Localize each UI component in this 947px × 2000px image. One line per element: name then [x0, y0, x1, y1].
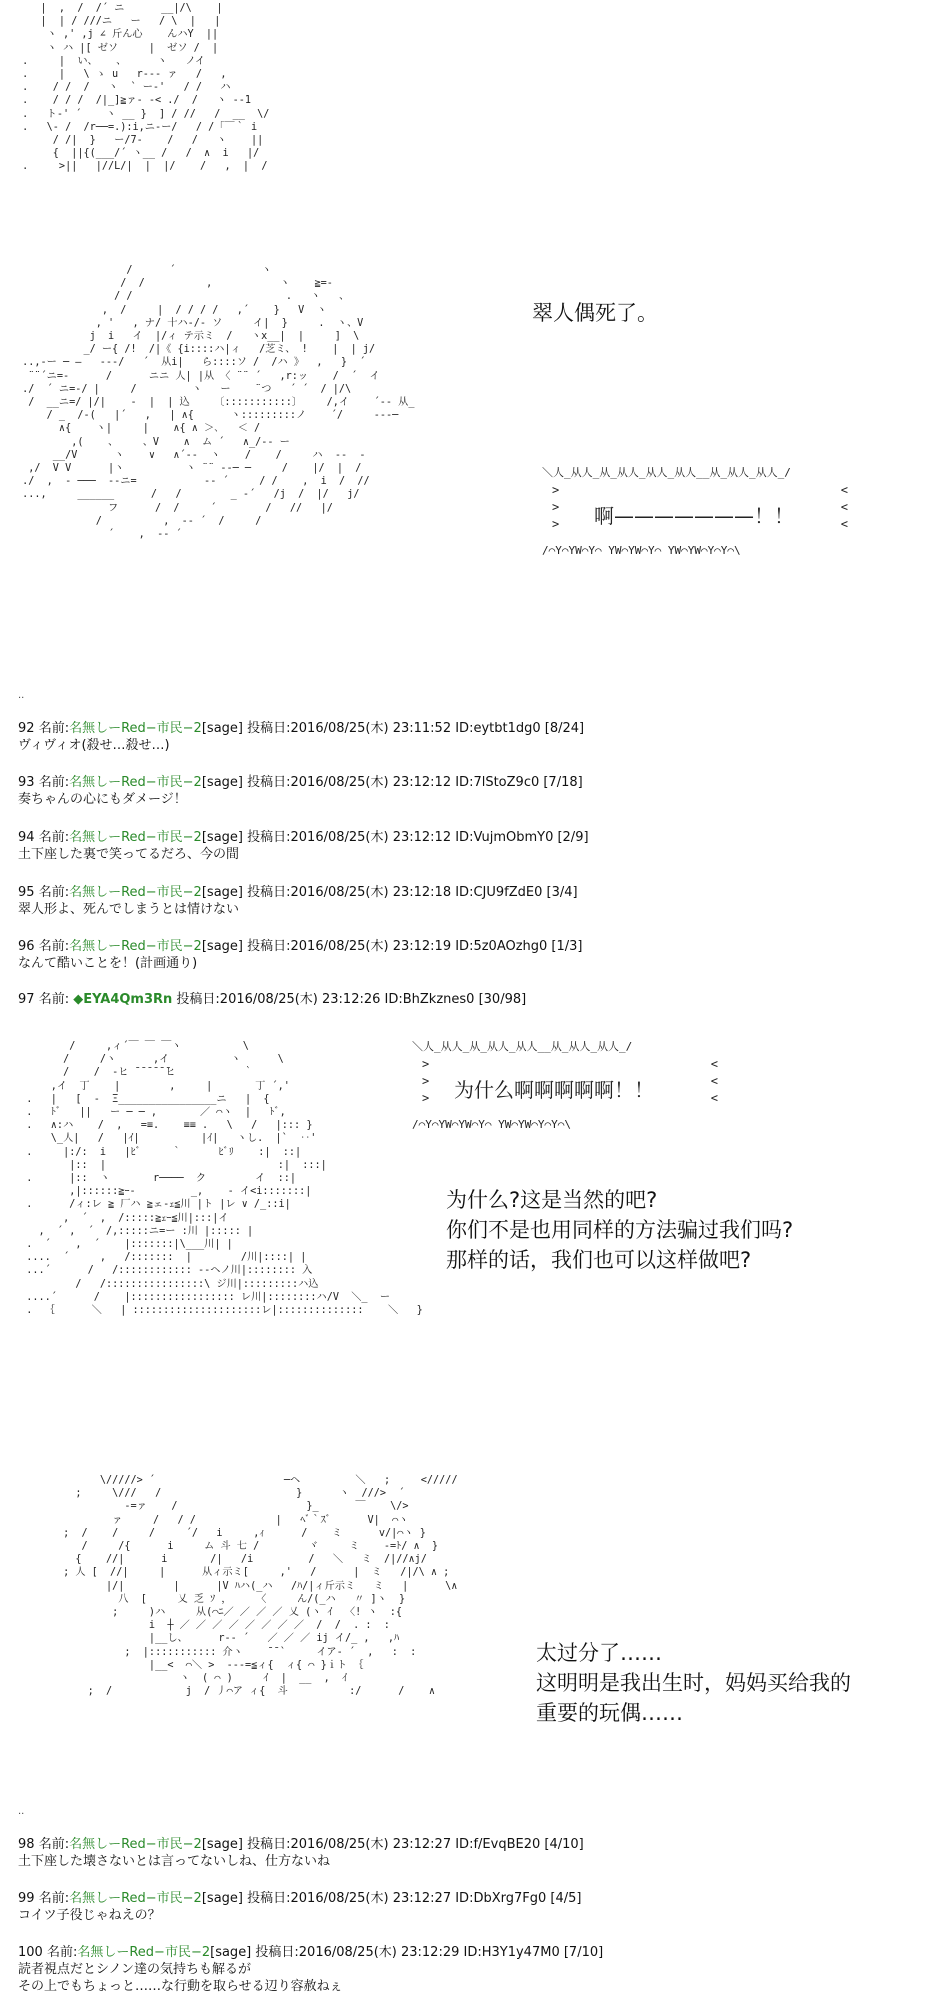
shout-bubble-2 — [412, 1040, 722, 1136]
shout-top-border: ＼人_从人_从_从人_从人_从人__从_从人_从人_/ — [542, 466, 791, 479]
translation-line: 你们不是也用同样的方法骗过我们吗? — [446, 1218, 794, 1242]
translation-line: 那样的话，我们也可以这样做吧? — [446, 1248, 752, 1272]
ascii-art-top: | , / /´ ニ __|/\ | | | / ///ニ ー / \ | | ヽ ,' ,j ∠ 斤ん心 んハY || ヽ ハ |[ ゼソ | ゼソ / | . | い、 、 ヽ ノイ . | \ ゝ u r--- ァ / , . / / / ヽ ` ー‐' / / ハ . / / / /|_]≧ァ- ‐< ./ / ヽ --1 . ト-' ´ ヽ __ } ] / // / __ \/ . \- / /r──=.):i,ニ-ー/ / /「￣｀ i / /| } ー/7- / / ヽ || { ||{(___/´ ヽ__ / / ∧ i |/ . >|| |//L/| | |/ / , | / — [22, 3, 270, 173]
shout-bubble-1 — [542, 466, 852, 562]
shout-left-edge: > > > — [552, 483, 560, 531]
post-92 — [18, 720, 584, 754]
translation-text-3 — [536, 1638, 851, 1728]
translation-line: 太过分了…… — [536, 1641, 662, 1665]
translation-line: 重要的玩偶…… — [536, 1701, 683, 1725]
translation-text-1: 翠人偶死了。 — [532, 301, 658, 325]
post-number[interactable]: 96 — [18, 939, 35, 954]
post-meta: 投稿日:2016/08/25(木) 23:12:27 ID:f/EvqBE20 [4/10] — [247, 1837, 584, 1852]
post-number[interactable]: 93 — [18, 775, 35, 790]
poster-name: 名無しーRed−市民−2 — [77, 1945, 211, 1960]
post-meta: 投稿日:2016/08/25(木) 23:12:12 ID:7lStoZ9c0 [7/18] — [247, 775, 583, 790]
ascii-art-character-3: / ,ィ´￣ ￣ ￣ヽ \ / /ヽ ,イ ヽ \ / / ‐ヒ ̄ ̄ ̄ ̄ ̄ ̄ヒ ｀ ,イ 丁 | , | 丁 ´,' . | [ - Ξ________________ニ | { . ﾄﾞ || ー ─ ─ , ／ ⌒ヽ | ﾄﾞ, . ∧:ハ / , =≡. ≡≡ . \ / |::: } \_人| / |ｲ| |ｲ| ヽし. |` ‥' . |:/: i |ﾋﾞ ｀ ﾋﾞﾘ :| ::| |:: | :| :::| . |:: ヽ r──── ク イ ::| ,|::::::≧ｰ‐ _, ‐ イ<i:::::::| . /ィ:レ ≧ 厂ハ ≧ェ-ｪ≦川 |ト |レ ∨ /_::i| , ´ , /:::::≧ｪｰ≦川|:::|イ , ´ , ´ /,:::::ニ=ー :川 |::::: | . ´ , ´ |:::::::|\___川| | .... ´ , /::::::: | /川|::::| | ...´ / /:::::::::::: ‐‐ヘノ川|:::::::: 入 / /::::::::::::::::\ ジ川|:::::::::ハ込 ....´ / |::::::::::::::::: レ川|::::::::ハ/V ＼_ ー . ｛ ＼ | :::::::::::::::::::::レ|:::::::::::::: ＼ } — [26, 1041, 423, 1317]
post-meta: 投稿日:2016/08/25(木) 23:12:27 ID:DbXrg7Fg0 [4/5] — [247, 1891, 582, 1906]
post-96 — [18, 938, 583, 972]
post-98 — [18, 1836, 584, 1870]
post-body: 奏ちゃんの心にもダメージ！ — [18, 792, 187, 807]
separator-dots: .. — [18, 1806, 25, 1817]
shout-text: 为什么啊啊啊啊啊！！ — [454, 1078, 654, 1102]
post-body: 土下座した壊さないとは言ってないしね、仕方ないね — [18, 1854, 331, 1869]
post-body: ヴィヴィオ(殺せ…殺せ…) — [18, 738, 170, 753]
ascii-art-character-4: \/////> ´ ─ヘ ＼ ; <///// ; \/// / } ヽ ///> ´ -=ァ / }_ ￣ \/> ァ / / / | ﾍﾞ｀ｽﾞ V| ⌒ヽ ; / / / ´/ i ,ｨ / ミ v/|⌒ヽ } / /{ i ム 斗 七 / ヾ ミ -=ﾄ/ ∧ } { //| i /| /i / ＼ ミ /|//∧j/ ; 人 [ //| | 从ィ示ミ[ ,' / | ミ /|/\ ∧ ; |/| | |V ﾊハ(_ハ /ﾊ/|ィ斤示ミ ミ | \∧ 八 [ 乂 乏 ｿ ， 〈 ん/(_ハ 〃 ]ヽ } ; )ハ 从(⌒ﾆ／ ／ ／ ／ 乂 (ヽ ｲ 〈! ヽ :{ i ┼ ／ ／ ／ ／ ／ ／ ／ ／ / / . : : |__し、 r‐‐ ´ ／ ／ ／ ij イ/_ , ,ﾊ ; |::::::::::: 介ヽ ¯¯` イア‐ ´ , : : |__< ⌒＼ > ---=≦ィ{ ィ{ ⌒ }ｉト ｛ ヽ ( ⌒ ) ｲ | __ , ｲ ; / j / 丿⌒ア ィ{ 斗 :/ / ∧ — [63, 1475, 458, 1698]
poster-name: 名無しーRed−市民−2 — [69, 775, 202, 790]
poster-name: 名無しーRed−市民−2 — [69, 721, 202, 736]
ascii-art-character-2: / ´ ヽ / / , ヽ ≧=- / / . ヽ 、 , / | / / / / ,´ } V ヽ , ' , ナ/ 十ハ-/‐ ソ イ| } . ヽ、V j i イ |/ィ テ示ミ / ヽx__| | ] \ _/ ー{ /! /|《 {i::::ハ|ィ /芝ミ、 ! | | j/ ..,-ー ─ ― ---/ ´ 从i| ら::::ソ / /ハ 》 , } ´ ¨¨´ニ=- / ニニ 人| |从 〈 ¨¨ ´ ,r:ッ / ´ イ ./ ´ ニ=‐/ | / ヽ ー ¨つ ´ ´ / |/\ / __ニ=/ |/| - | | 込 〔:::::::::::〕 /,イ ´-- 从_ / _ /‐( |´ , | ∧{ ヽ:::::::::ノ ´/ --‐─ ∧{ ヽ| | ∧{ ∧ ＞､ ＜ / ,( 、 、V ∧ ム ´ ∧_/‐‐ ー __/V ヽ ∨ ∧´‐- ヽ / / ハ -- ‐ ,/ V V |ヽ ヽ ¨¨ --─ ─ / |/ | / ./ , - ─── --ニ= -‐ ´ / / , i / // ..., ______ / / _ -´ /j / |/ j/ フ / / ´ / // |/ / , -- ´ / / ´ , -- ´ — [22, 265, 415, 541]
shout-right-edge: < < < — [840, 483, 848, 531]
poster-name: 名無しーRed−市民−2 — [69, 830, 202, 845]
shout-bottom-border: /⌒Y⌒YW⌒YW⌒Y⌒ YW⌒YW⌒Y⌒Y⌒\ — [412, 1118, 571, 1131]
post-number[interactable]: 97 — [18, 992, 35, 1007]
post-meta: 投稿日:2016/08/25(木) 23:12:12 ID:VujmObmY0 [2/9] — [247, 830, 589, 845]
sage-tag[interactable]: [sage] — [201, 830, 243, 845]
name-label: 名前: — [38, 1837, 70, 1852]
post-meta: 投稿日:2016/08/25(木) 23:11:52 ID:eytbt1dg0 [8/24] — [247, 721, 585, 736]
sage-tag[interactable]: [sage] — [201, 885, 243, 900]
name-label: 名前: — [38, 885, 70, 900]
poster-name: 名無しーRed−市民−2 — [69, 1891, 202, 1906]
poster-name: 名無しーRed−市民−2 — [69, 885, 202, 900]
poster-name: 名無しーRed−市民−2 — [69, 939, 202, 954]
poster-tripcode: ◆EYA4Qm3Rn — [73, 992, 173, 1007]
post-93 — [18, 774, 583, 808]
sage-tag[interactable]: [sage] — [201, 1837, 243, 1852]
post-number[interactable]: 92 — [18, 721, 35, 736]
poster-name: 名無しーRed−市民−2 — [69, 1837, 202, 1852]
translation-line: 这明明是我出生时，妈妈买给我的 — [536, 1671, 851, 1695]
post-body: 土下座した裏で笑ってるだろ、今の間 — [18, 847, 240, 862]
separator-dots: .. — [18, 690, 25, 701]
shout-top-border: ＼人_从人_从_从人_从人__从_从人_从人_/ — [412, 1040, 633, 1053]
name-label: 名前: — [38, 830, 70, 845]
name-label: 名前: — [46, 1945, 78, 1960]
post-100 — [18, 1944, 603, 1995]
sage-tag[interactable]: [sage] — [201, 775, 243, 790]
post-body: なんて酷いことを！(計画通り) — [18, 956, 198, 971]
post-95 — [18, 884, 578, 918]
post-body: 翠人形よ、死んでしまうとは情けない — [18, 902, 240, 917]
shout-left-edge: > > > — [422, 1057, 430, 1105]
post-number[interactable]: 94 — [18, 830, 35, 845]
post-number[interactable]: 95 — [18, 885, 35, 900]
shout-bottom-border: /⌒Y⌒YW⌒Y⌒ YW⌒YW⌒Y⌒ YW⌒YW⌒Y⌒Y⌒\ — [542, 544, 741, 557]
post-number[interactable]: 99 — [18, 1891, 35, 1906]
name-label: 名前: — [38, 1891, 70, 1906]
post-94 — [18, 829, 589, 863]
name-label: 名前: — [38, 939, 70, 954]
post-body: コイツ子役じゃねえの？ — [18, 1908, 161, 1923]
post-body: 読者視点だとシノン達の気持ちも解るが その上でもちょっと……な行動を取らせる辺り容赦ねぇ — [18, 1962, 343, 1994]
sage-tag[interactable]: [sage] — [201, 939, 243, 954]
name-label: 名前: — [38, 721, 70, 736]
post-97 — [18, 991, 526, 1008]
name-label: 名前: — [38, 992, 70, 1007]
shout-text: 啊———————！！ — [594, 504, 794, 528]
post-meta: 投稿日:2016/08/25(木) 23:12:18 ID:CJU9fZdE0 [3/4] — [247, 885, 578, 900]
sage-tag[interactable]: [sage] — [210, 1945, 252, 1960]
sage-tag[interactable]: [sage] — [201, 1891, 243, 1906]
post-99 — [18, 1890, 581, 1924]
translation-text-2 — [446, 1185, 793, 1275]
post-meta: 投稿日:2016/08/25(木) 23:12:19 ID:5z0AOzhg0 [1/3] — [247, 939, 583, 954]
sage-tag[interactable]: [sage] — [201, 721, 243, 736]
post-meta: 投稿日:2016/08/25(木) 23:12:29 ID:H3Y1y47M0 [7/10] — [255, 1945, 604, 1960]
name-label: 名前: — [38, 775, 70, 790]
post-number[interactable]: 98 — [18, 1837, 35, 1852]
post-number[interactable]: 100 — [18, 1945, 43, 1960]
shout-right-edge: < < < — [710, 1057, 718, 1105]
translation-line: 为什么?这是当然的吧? — [446, 1188, 658, 1212]
post-meta: 投稿日:2016/08/25(木) 23:12:26 ID:BhZkznes0 [30/98] — [176, 992, 527, 1007]
